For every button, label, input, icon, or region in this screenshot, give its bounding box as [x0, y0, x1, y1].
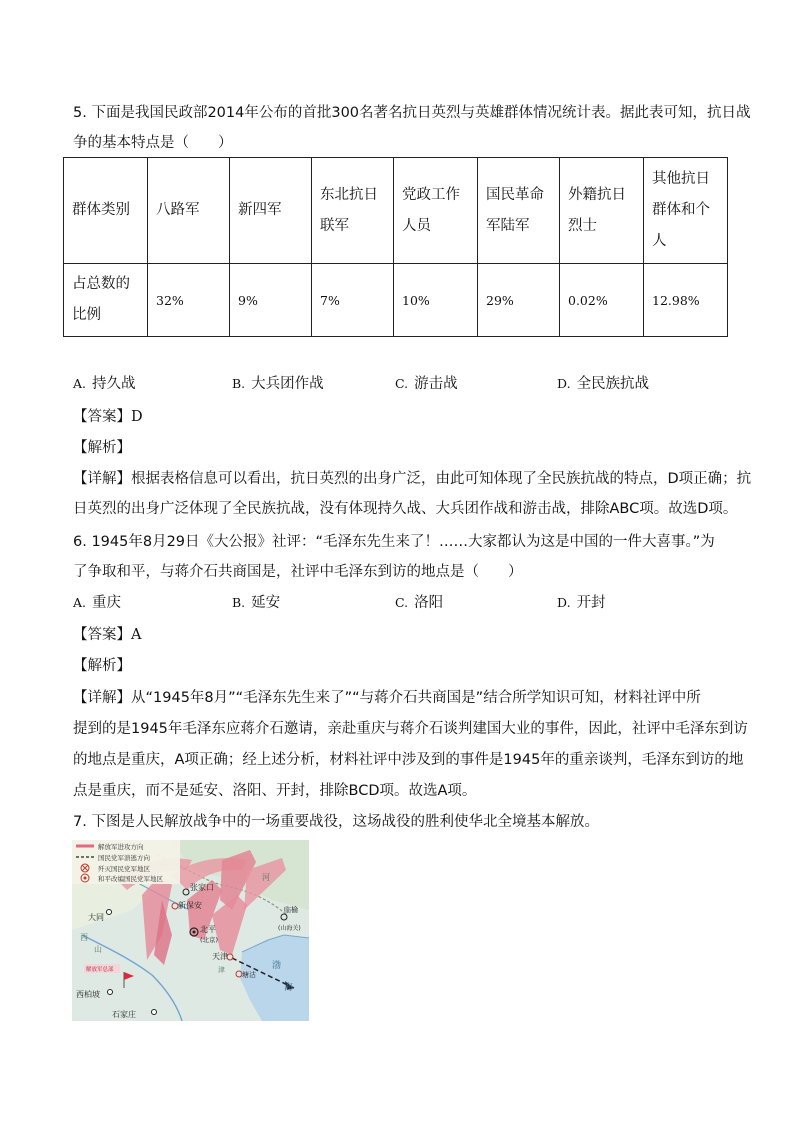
- label-tianjin: 天津: [212, 952, 228, 961]
- label-xinbaoan: 新保安: [178, 901, 202, 910]
- header-cell: 国民革命 军陆军: [478, 158, 560, 264]
- label-datong: 大同: [88, 913, 104, 922]
- hero-statistics-table: [63, 157, 728, 337]
- header-cell: 外籍抗日 烈士: [560, 158, 644, 264]
- label-hai: 海: [284, 983, 294, 993]
- label-shanhaiguan: (山海关): [278, 925, 301, 932]
- label-shan: 山: [94, 945, 102, 954]
- value-cell: 10%: [394, 264, 478, 337]
- q6-option-b: B. 延安: [232, 595, 281, 611]
- value-cell: 0.02%: [560, 264, 644, 337]
- q6-option-a: A. 重庆: [73, 595, 122, 611]
- hq-label: 解放军总部: [86, 967, 114, 973]
- q6-detail-line1: 【详解】从“1945年8月”“毛泽东先生来了”“与蒋介石共商国是”结合所学知识可知，材料社评中所: [73, 690, 701, 706]
- legend-annihilate: 歼灭国民党军地区: [98, 865, 150, 873]
- header-cell: 八路军: [148, 158, 230, 264]
- value-cell: 7%: [312, 264, 394, 337]
- row-label-cell: 占总数的 比例: [64, 264, 148, 337]
- pingjin-campaign-map: [72, 840, 309, 1021]
- q5-analysis-label: 【解析】: [73, 440, 131, 456]
- label-jin: 津: [218, 966, 225, 974]
- q5-option-c: C. 游击战: [395, 376, 458, 392]
- q6-detail-line2: 提到的是1945年毛泽东应蒋介石邀请，亲赴重庆与蒋介石谈判建国大业的事件，因此，社评中毛泽东到访: [73, 721, 748, 737]
- value-cell: 29%: [478, 264, 560, 337]
- legend-retreat: 国民党军溃逃方向: [98, 854, 150, 862]
- label-beiping-sub: (北京): [200, 936, 219, 944]
- q6-analysis-label: 【解析】: [73, 658, 131, 674]
- q5-option-d: D. 全民族抗战: [557, 376, 650, 392]
- q5-detail-line1: 【详解】根据表格信息可以看出，抗日英烈的出身广泛，由此可知体现了全民族抗战的特点，D项正确；抗: [73, 471, 752, 487]
- q5-stem-line2: 争的基本特点是（ ）: [73, 135, 233, 151]
- q5-answer: 【答案】D: [73, 409, 143, 425]
- header-cell: 党政工作 人员: [394, 158, 478, 264]
- header-cell: 群体类别: [64, 158, 148, 264]
- q6-option-d: D. 开封: [557, 595, 606, 611]
- map-illustration: [72, 840, 309, 1021]
- q6-detail-line3: 的地点是重庆，A项正确；经上述分析，材料社评中涉及到的事件是1945年的重亲谈判，毛泽东到访的地: [73, 752, 744, 768]
- q6-stem-line2: 了争取和平，与蒋介石共商国是，社评中毛泽东到访的地点是（ ）: [73, 564, 523, 580]
- label-xi: 西: [80, 933, 88, 942]
- q5-option-a: A. 持久战: [73, 376, 136, 392]
- legend-attack: 解放军进攻方向: [98, 843, 144, 851]
- header-cell: 东北抗日 联军: [312, 158, 394, 264]
- table-row: [64, 264, 728, 337]
- header-cell: 新四军: [230, 158, 312, 264]
- label-tanggu: 塘沽: [242, 971, 256, 979]
- q7-stem: 7. 下图是人民解放战争中的一场重要战役，这场战役的胜利使华北全境基本解放。: [73, 814, 599, 830]
- label-xibaipo: 西柏坡: [76, 990, 100, 999]
- q6-detail-line4: 点是重庆，而不是延安、洛阳、开封，排除BCD项。故选A项。: [73, 783, 477, 799]
- q5-option-b: B. 大兵团作战: [232, 376, 324, 392]
- header-cell: 其他抗日 群体和个 人: [644, 158, 728, 264]
- q5-detail-line2: 日英烈的出身广泛体现了全民族抗战，没有体现持久战、大兵团作战和游击战，排除ABC项。故选D项。: [73, 501, 738, 517]
- label-shijiazhuang: 石家庄: [112, 1010, 136, 1019]
- q6-answer: 【答案】A: [73, 627, 142, 643]
- q6-option-c: C. 洛阳: [395, 595, 444, 611]
- value-cell: 32%: [148, 264, 230, 337]
- table-header-row: [64, 158, 728, 264]
- label-beiping: 北平: [200, 925, 216, 934]
- label-linyu: 临榆: [284, 906, 298, 914]
- value-cell: 9%: [230, 264, 312, 337]
- value-cell: 12.98%: [644, 264, 728, 337]
- label-bo: 渤: [272, 961, 282, 971]
- legend-peaceful: 和平改编国民党军地区: [98, 875, 163, 883]
- label-zhangjiakou: 张家口: [190, 883, 214, 892]
- q5-stem-line1: 5. 下面是我国民政部2014年公布的首批300名著名抗日英烈与英雄群体情况统计表。据此表可知，抗日战: [73, 105, 751, 121]
- q6-stem-line1: 6. 1945年8月29日《大公报》社评：“毛泽东先生来了！……大家都认为这是中国的一件大喜事。”为: [73, 534, 715, 550]
- label-he: 河: [262, 873, 270, 882]
